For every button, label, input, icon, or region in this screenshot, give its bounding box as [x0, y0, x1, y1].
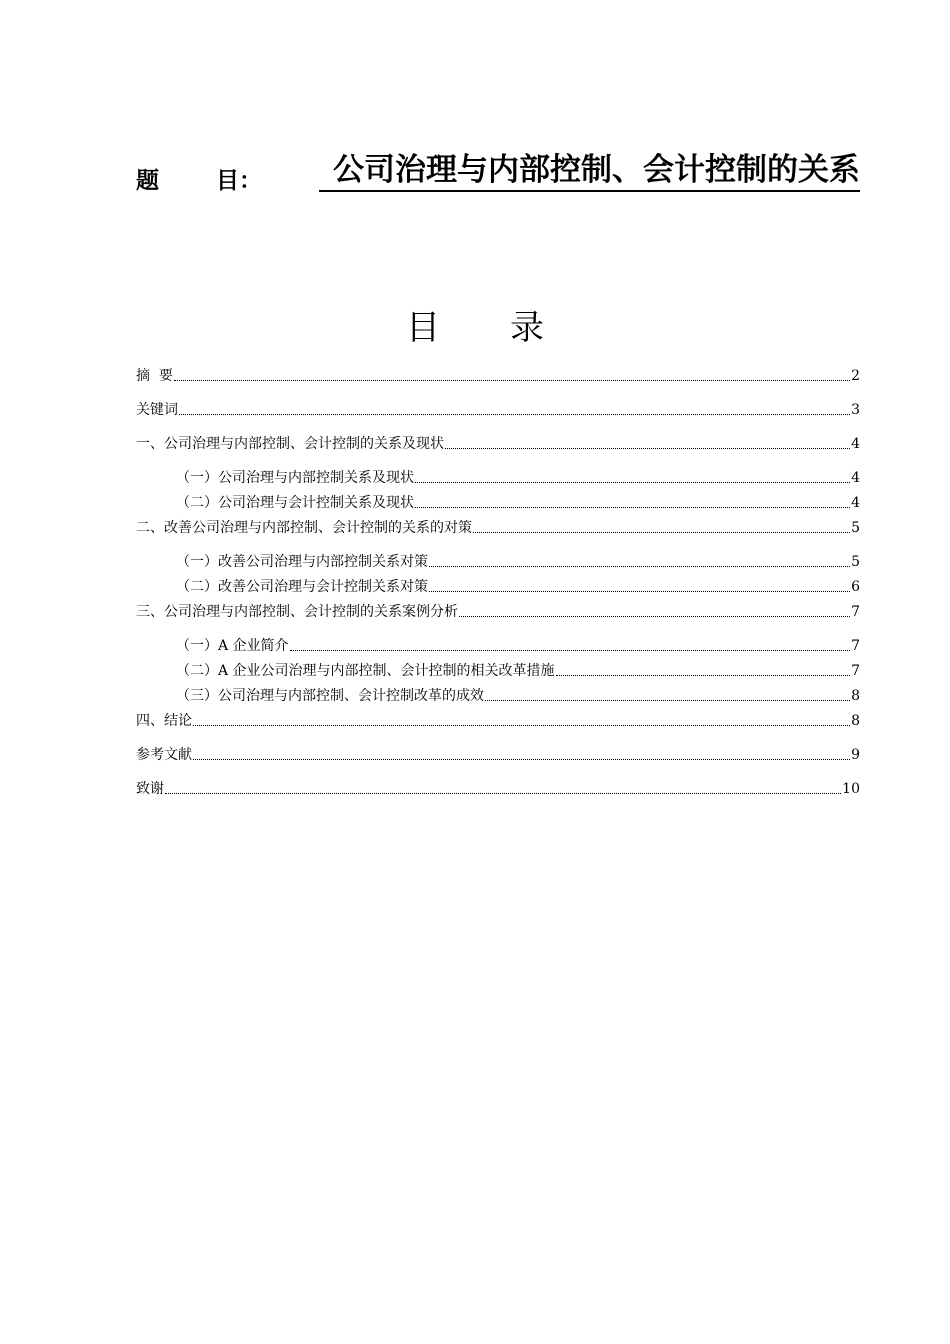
toc-leader-dots	[445, 447, 850, 449]
title-line	[136, 150, 860, 194]
toc-entry[interactable]	[136, 493, 860, 513]
toc-entry-page: 5	[851, 554, 860, 570]
toc-entry-label: 二、改善公司治理与内部控制、会计控制的关系的对策	[136, 520, 472, 536]
toc-entry-page: 4	[851, 436, 860, 452]
toc-entry-page: 8	[851, 713, 860, 729]
toc-entry[interactable]	[136, 552, 860, 572]
toc-entry-label: 四、结论	[136, 713, 192, 729]
toc-leader-dots	[429, 590, 850, 592]
toc-entry[interactable]	[136, 779, 860, 799]
toc-entry-label: 三、公司治理与内部控制、会计控制的关系案例分析	[136, 604, 458, 620]
title-label-part2: 目：	[216, 167, 262, 194]
toc-entry-page: 7	[851, 604, 860, 620]
toc-entry[interactable]	[136, 661, 860, 681]
toc-entry-label: （二）公司治理与会计控制关系及现状	[176, 495, 414, 511]
toc-entry-page: 10	[842, 781, 860, 797]
toc-entry-page: 9	[851, 747, 860, 763]
toc-entry[interactable]	[136, 518, 860, 538]
document-title: 公司治理与内部控制、会计控制的关系	[319, 150, 860, 192]
title-label-part1: 题	[136, 167, 159, 194]
toc-leader-dots	[415, 506, 850, 508]
toc-entry[interactable]	[136, 434, 860, 454]
toc-leader-dots	[415, 481, 850, 483]
toc-entry-label: （三）公司治理与内部控制、会计控制改革的成效	[176, 688, 484, 704]
toc-entry-label: （一）改善公司治理与内部控制关系对策	[176, 554, 428, 570]
toc-leader-dots	[174, 379, 850, 381]
toc-entry[interactable]	[136, 468, 860, 488]
toc-leader-dots	[459, 615, 850, 617]
toc-entry-page: 4	[851, 495, 860, 511]
toc-entry-page: 6	[851, 579, 860, 595]
toc-entry[interactable]	[136, 636, 860, 656]
toc-entry-label: （一）A 企业简介	[176, 638, 289, 654]
toc-entry-page: 7	[851, 663, 860, 679]
toc-entry-label: 关键词	[136, 402, 178, 418]
toc-leader-dots	[165, 792, 841, 794]
toc-entry-page: 7	[851, 638, 860, 654]
toc-entry[interactable]	[136, 577, 860, 597]
toc-entry[interactable]	[136, 745, 860, 765]
toc-entry[interactable]	[136, 400, 860, 420]
toc-entry-label: （二）改善公司治理与会计控制关系对策	[176, 579, 428, 595]
toc-entry-page: 4	[851, 470, 860, 486]
toc-entry[interactable]	[136, 366, 860, 386]
toc-entry[interactable]	[136, 602, 860, 622]
toc-leader-dots	[556, 674, 851, 676]
toc-heading	[0, 306, 950, 350]
toc-entry-label: 致谢	[136, 781, 164, 797]
toc-leader-dots	[193, 724, 850, 726]
toc-heading-part2: 录	[510, 308, 544, 348]
toc-entry-label: （一）公司治理与内部控制关系及现状	[176, 470, 414, 486]
toc-leader-dots	[179, 413, 850, 415]
toc-entry-label: （二）A 企业公司治理与内部控制、会计控制的相关改革措施	[176, 663, 555, 679]
toc-heading-part1: 目	[406, 308, 440, 348]
toc-entry[interactable]	[136, 711, 860, 731]
toc-leader-dots	[485, 699, 850, 701]
toc-entry[interactable]	[136, 686, 860, 706]
toc-entry-page: 8	[851, 688, 860, 704]
toc-entry-label: 摘 要	[136, 368, 173, 384]
toc-entry-page: 2	[851, 368, 860, 384]
toc-entry-page: 5	[851, 520, 860, 536]
toc-entry-page: 3	[851, 402, 860, 418]
toc-leader-dots	[473, 531, 850, 533]
toc-leader-dots	[290, 649, 851, 651]
toc-entry-label: 参考文献	[136, 747, 192, 763]
toc-entry-label: 一、公司治理与内部控制、会计控制的关系及现状	[136, 436, 444, 452]
toc-leader-dots	[429, 565, 850, 567]
toc-leader-dots	[193, 758, 850, 760]
